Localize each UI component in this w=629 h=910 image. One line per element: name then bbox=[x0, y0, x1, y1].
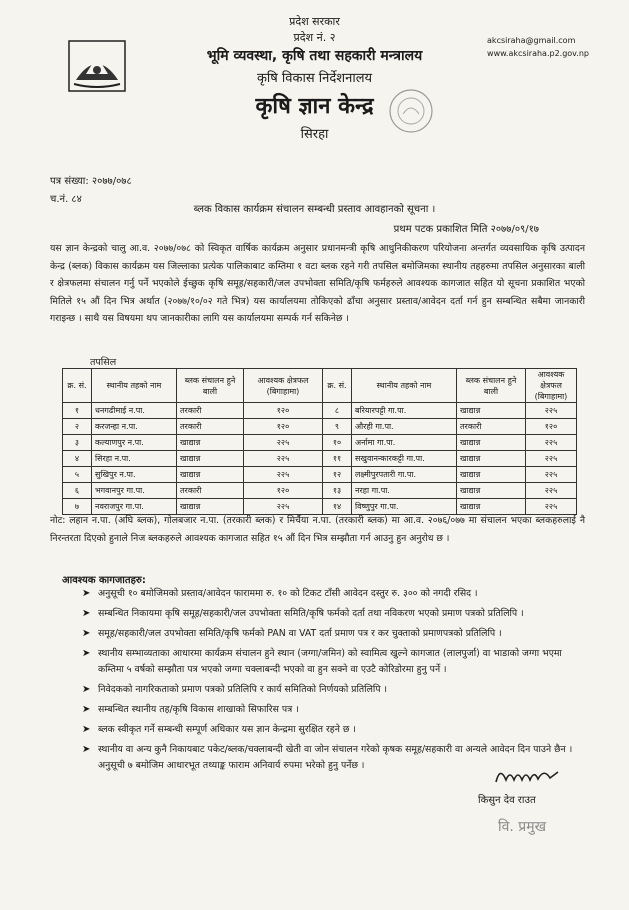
table-cell: २२५ bbox=[244, 451, 323, 467]
letter-number: पत्र संख्या: २०७७/०७८ bbox=[50, 176, 132, 187]
ministry-name: भूमि व्यवस्था, कृषि तथा सहकारी मन्त्रालय bbox=[206, 48, 423, 64]
table-cell: ५ bbox=[63, 467, 92, 483]
list-item bbox=[82, 646, 582, 678]
arrow-bullet-icon: ➤ bbox=[82, 744, 91, 755]
table-cell: २२५ bbox=[526, 499, 577, 515]
requirement-text: अनुसूची १० बमोजिमको प्रस्ताव/आवेदन फाराममा रु. १० को टिकट टाँसी आवेदन दस्तुर रु. ३०० को नगदी रसिद । bbox=[98, 588, 478, 599]
table-cell: औरही गा.पा. bbox=[352, 419, 457, 435]
schedule-title: तपसिल bbox=[90, 357, 117, 368]
website-link[interactable]: www.akcsiraha.p2.gov.np bbox=[487, 49, 589, 58]
table-cell: सखुवानन्कारकट्टी गा.पा. bbox=[352, 451, 457, 467]
column-header: आवश्यक क्षेत्रफल (बिगाहामा) bbox=[526, 369, 577, 403]
table-cell: १ bbox=[63, 403, 92, 419]
table-cell: ९ bbox=[323, 419, 352, 435]
notice-subject: ब्लक विकास कार्यक्रम संचालन सम्बन्धी प्रस्ताव आवहानको सूचना । bbox=[193, 204, 436, 215]
table-cell: सिरहा न.पा. bbox=[92, 451, 177, 467]
table-cell: ७ bbox=[63, 499, 92, 515]
requirement-text: सम्बन्धित स्थानीय तह/कृषि विकास शाखाको सिफारिस पत्र । bbox=[98, 704, 299, 715]
table-cell: २ bbox=[63, 419, 92, 435]
table-cell: खाद्यान्न bbox=[457, 403, 526, 419]
list-item bbox=[82, 626, 582, 642]
arrow-bullet-icon: ➤ bbox=[82, 648, 91, 659]
table-row bbox=[63, 419, 577, 435]
table-cell: २२५ bbox=[244, 467, 323, 483]
publication-date: प्रथम पटक प्रकाशित मिति २०७७/०९/१७ bbox=[393, 224, 539, 235]
requirement-text: ब्लक स्वीकृत गर्ने सम्बन्धी सम्पूर्ण अधिकार यस ज्ञान केन्द्रमा सुरक्षित रहने छ । bbox=[98, 724, 356, 735]
requirement-text: स्थानीय वा अन्य कुनै निकायबाट पकेट/ब्लक/चक्लाबन्दी खेती वा जोन संचालन गरेको कृषक समूह/सहकारी वा अन्यले आवेदन दिन पाउने छैन । अनुसूची ७ बमोजिम आधारभूत तथ्याङ्क फाराम अनिवार्य रुपमा भरेको हुनु पर्नेछ । bbox=[98, 744, 573, 771]
column-header: क्र. सं. bbox=[323, 369, 352, 403]
table-cell: लक्ष्मीपुरपतारी गा.पा. bbox=[352, 467, 457, 483]
table-cell: २२५ bbox=[526, 403, 577, 419]
table-cell: खाद्यान्न bbox=[457, 499, 526, 515]
list-item bbox=[82, 722, 582, 738]
arrow-bullet-icon: ➤ bbox=[82, 588, 91, 599]
table-cell: तरकारी bbox=[177, 483, 244, 499]
table-cell: खाद्यान्न bbox=[457, 467, 526, 483]
requirement-text: समूह/सहकारी/जल उपभोक्ता समिति/कृषि फर्मको PAN वा VAT दर्ता प्रमाण पत्र र कर चुक्ताको प्रमाणपत्रको प्रतिलिपि । bbox=[98, 628, 502, 639]
table-cell: कल्याणपुर न.पा. bbox=[92, 435, 177, 451]
list-item bbox=[82, 586, 582, 602]
email-link[interactable]: akcsiraha@gmail.com bbox=[487, 36, 576, 45]
dispatch-number: च.नं. ८४ bbox=[50, 194, 82, 205]
table-cell: खाद्यान्न bbox=[457, 483, 526, 499]
table-cell: खाद्यान्न bbox=[457, 435, 526, 451]
designation-stamp: वि. प्रमुख bbox=[498, 819, 547, 835]
table-cell: ८ bbox=[323, 403, 352, 419]
signatory-name: किसुन देव राउत bbox=[478, 795, 536, 806]
column-header: आवश्यक क्षेत्रफल (बिगाहामा) bbox=[244, 369, 323, 403]
list-item bbox=[82, 702, 582, 718]
list-item bbox=[82, 682, 582, 698]
table-row bbox=[63, 483, 577, 499]
table-cell: खाद्यान्न bbox=[457, 451, 526, 467]
table-cell: नवराजपुर गा.पा. bbox=[92, 499, 177, 515]
schedule-table bbox=[62, 368, 577, 515]
table-cell: भगवानपुर गा.पा. bbox=[92, 483, 177, 499]
table-header-row bbox=[63, 369, 577, 403]
table-cell: विष्णुपुर गा.पा. bbox=[352, 499, 457, 515]
table-cell: १२० bbox=[244, 403, 323, 419]
table-cell: १३ bbox=[323, 483, 352, 499]
table-cell: ३ bbox=[63, 435, 92, 451]
table-cell: ११ bbox=[323, 451, 352, 467]
table-cell: अर्नामा गा.पा. bbox=[352, 435, 457, 451]
table-cell: १२ bbox=[323, 467, 352, 483]
column-header: क्र. सं. bbox=[63, 369, 92, 403]
table-row bbox=[63, 403, 577, 419]
table-row bbox=[63, 467, 577, 483]
province-number: प्रदेश नं. २ bbox=[293, 31, 336, 44]
column-header: स्थानीय तहको नाम bbox=[92, 369, 177, 403]
column-header: ब्लक संचालन हुने बाली bbox=[177, 369, 244, 403]
table-cell: धनगढीमाई न.पा. bbox=[92, 403, 177, 419]
table-cell: तरकारी bbox=[457, 419, 526, 435]
table-cell: ४ bbox=[63, 451, 92, 467]
arrow-bullet-icon: ➤ bbox=[82, 724, 91, 735]
table-cell: २२५ bbox=[526, 467, 577, 483]
directorate-name: कृषि विकास निर्देशनालय bbox=[256, 71, 373, 86]
column-header: ब्लक संचालन हुने बाली bbox=[457, 369, 526, 403]
table-cell: सुखिपुर न.पा. bbox=[92, 467, 177, 483]
requirements-title: आवश्यक कागजातहरु: bbox=[62, 575, 146, 586]
table-cell: २२५ bbox=[526, 451, 577, 467]
table-cell: तरकारी bbox=[177, 403, 244, 419]
requirement-text: सम्बन्धित निकायमा कृषि समूह/सहकारी/जल उपभोक्ता समिति/कृषि फर्मको दर्ता तथा नविकरण भएको प्रमाण पत्रको प्रतिलिपि । bbox=[98, 608, 524, 619]
table-cell: करजन्हा न.पा. bbox=[92, 419, 177, 435]
table-cell: २२५ bbox=[526, 483, 577, 499]
table-cell: १४ bbox=[323, 499, 352, 515]
arrow-bullet-icon: ➤ bbox=[82, 608, 91, 619]
contact-block bbox=[487, 34, 589, 60]
table-cell: २२५ bbox=[244, 499, 323, 515]
note-paragraph: नोट: लहान न.पा. (अघि ब्लक), गोलबजार न.पा. (तरकारी ब्लक) र मिर्चैया न.पा. (तरकारी ब्लक) मा आ.व. २०७६/०७७ मा संचालन भएका ब्लकहरुलाई नै निरन्तरता दिएको हुनाले निज ब्लकहरुले आवश्यक कागजात सहित १५ औं दिन भित्र सम्झौता गर्न आउनु हुन अनुरोध छ । bbox=[50, 515, 585, 544]
intro-paragraph: यस ज्ञान केन्द्रको चालु आ.व. २०७७/०७८ को स्विकृत वार्षिक कार्यक्रम अनुसार प्रधानमन्त्री कृषि आधुनिकीकरण परियोजना अन्तर्गत व्यवसायिक कृषि उत्पादन केन्द्र (ब्लक) विकास कार्यक्रम यस जिल्लाका प्रत्येक पालिकाबाट कम्तिमा १ वटा ब्लक रहने गरी तपसिल बमोजिमका स्थानीय तहहरुमा तपसिल अनुसारका बाली र क्षेत्रफलमा संचालन गर्नु पर्ने भएकोले ईच्छुक कृषि समूह/सहकारी/जल उपभोक्ता समिति/कृषि फर्महरुले आवश्यक कागजात सहित यो सूचना प्रकाशित भएको मितिले १५ औं दिन भित्र अर्थात (२०७७/१०/०२ गते भित्र) यस कार्यालयमा तोकिएको ढाँचा अनुसार प्रस्ताव/आवेदन दर्ता गर्न हुन सम्बन्धित सबैमा जानकारी गराइन्छ । साथै यस विषयमा थप जानकारीका लागि यस कार्यालयमा सम्पर्क गर्न सकिनेछ । bbox=[50, 243, 585, 324]
table-cell: १२० bbox=[244, 483, 323, 499]
signature-icon bbox=[492, 764, 562, 788]
table-cell: खाद्यान्न bbox=[177, 451, 244, 467]
requirement-text: स्थानीय सम्भाव्यताका आधारमा कार्यक्रम संचालन हुने स्थान (जग्गा/जमिन) को स्वामित्व खुल्ने कागजात (लालपुर्जा) वा भाडाको जग्गा भएमा कम्तिमा ५ वर्षको सम्झौता पत्र भएको जग्गा चक्लाबन्दी भएको वा हुन सक्ने वा एउटै कोरिडोरमा हुनु पर्ने । bbox=[98, 648, 562, 675]
table-cell: २२५ bbox=[526, 435, 577, 451]
table-row bbox=[63, 435, 577, 451]
table-cell: नरहा गा.पा. bbox=[352, 483, 457, 499]
list-item bbox=[82, 606, 582, 622]
office-seal-icon bbox=[388, 88, 434, 134]
table-cell: खाद्यान्न bbox=[177, 499, 244, 515]
table-cell: खाद्यान्न bbox=[177, 467, 244, 483]
table-cell: तरकारी bbox=[177, 419, 244, 435]
arrow-bullet-icon: ➤ bbox=[82, 628, 91, 639]
column-header: स्थानीय तहको नाम bbox=[352, 369, 457, 403]
office-place: सिरहा bbox=[300, 127, 329, 142]
table-cell: ६ bbox=[63, 483, 92, 499]
table-cell: २२५ bbox=[244, 435, 323, 451]
office-name: कृषि ज्ञान केन्द्र bbox=[255, 94, 374, 119]
table-cell: १२० bbox=[244, 419, 323, 435]
arrow-bullet-icon: ➤ bbox=[82, 684, 91, 695]
province-government: प्रदेश सरकार bbox=[289, 15, 340, 28]
arrow-bullet-icon: ➤ bbox=[82, 704, 91, 715]
table-row bbox=[63, 451, 577, 467]
requirement-text: निवेदकको नागरिकताको प्रमाण पत्रको प्रतिलिपि र कार्य समितिको निर्णयको प्रतिलिपि । bbox=[98, 684, 388, 695]
requirements-list bbox=[82, 586, 582, 778]
table-cell: बरियारपट्टी गा.पा. bbox=[352, 403, 457, 419]
table-cell: १० bbox=[323, 435, 352, 451]
table-cell: १२० bbox=[526, 419, 577, 435]
table-cell: खाद्यान्न bbox=[177, 435, 244, 451]
